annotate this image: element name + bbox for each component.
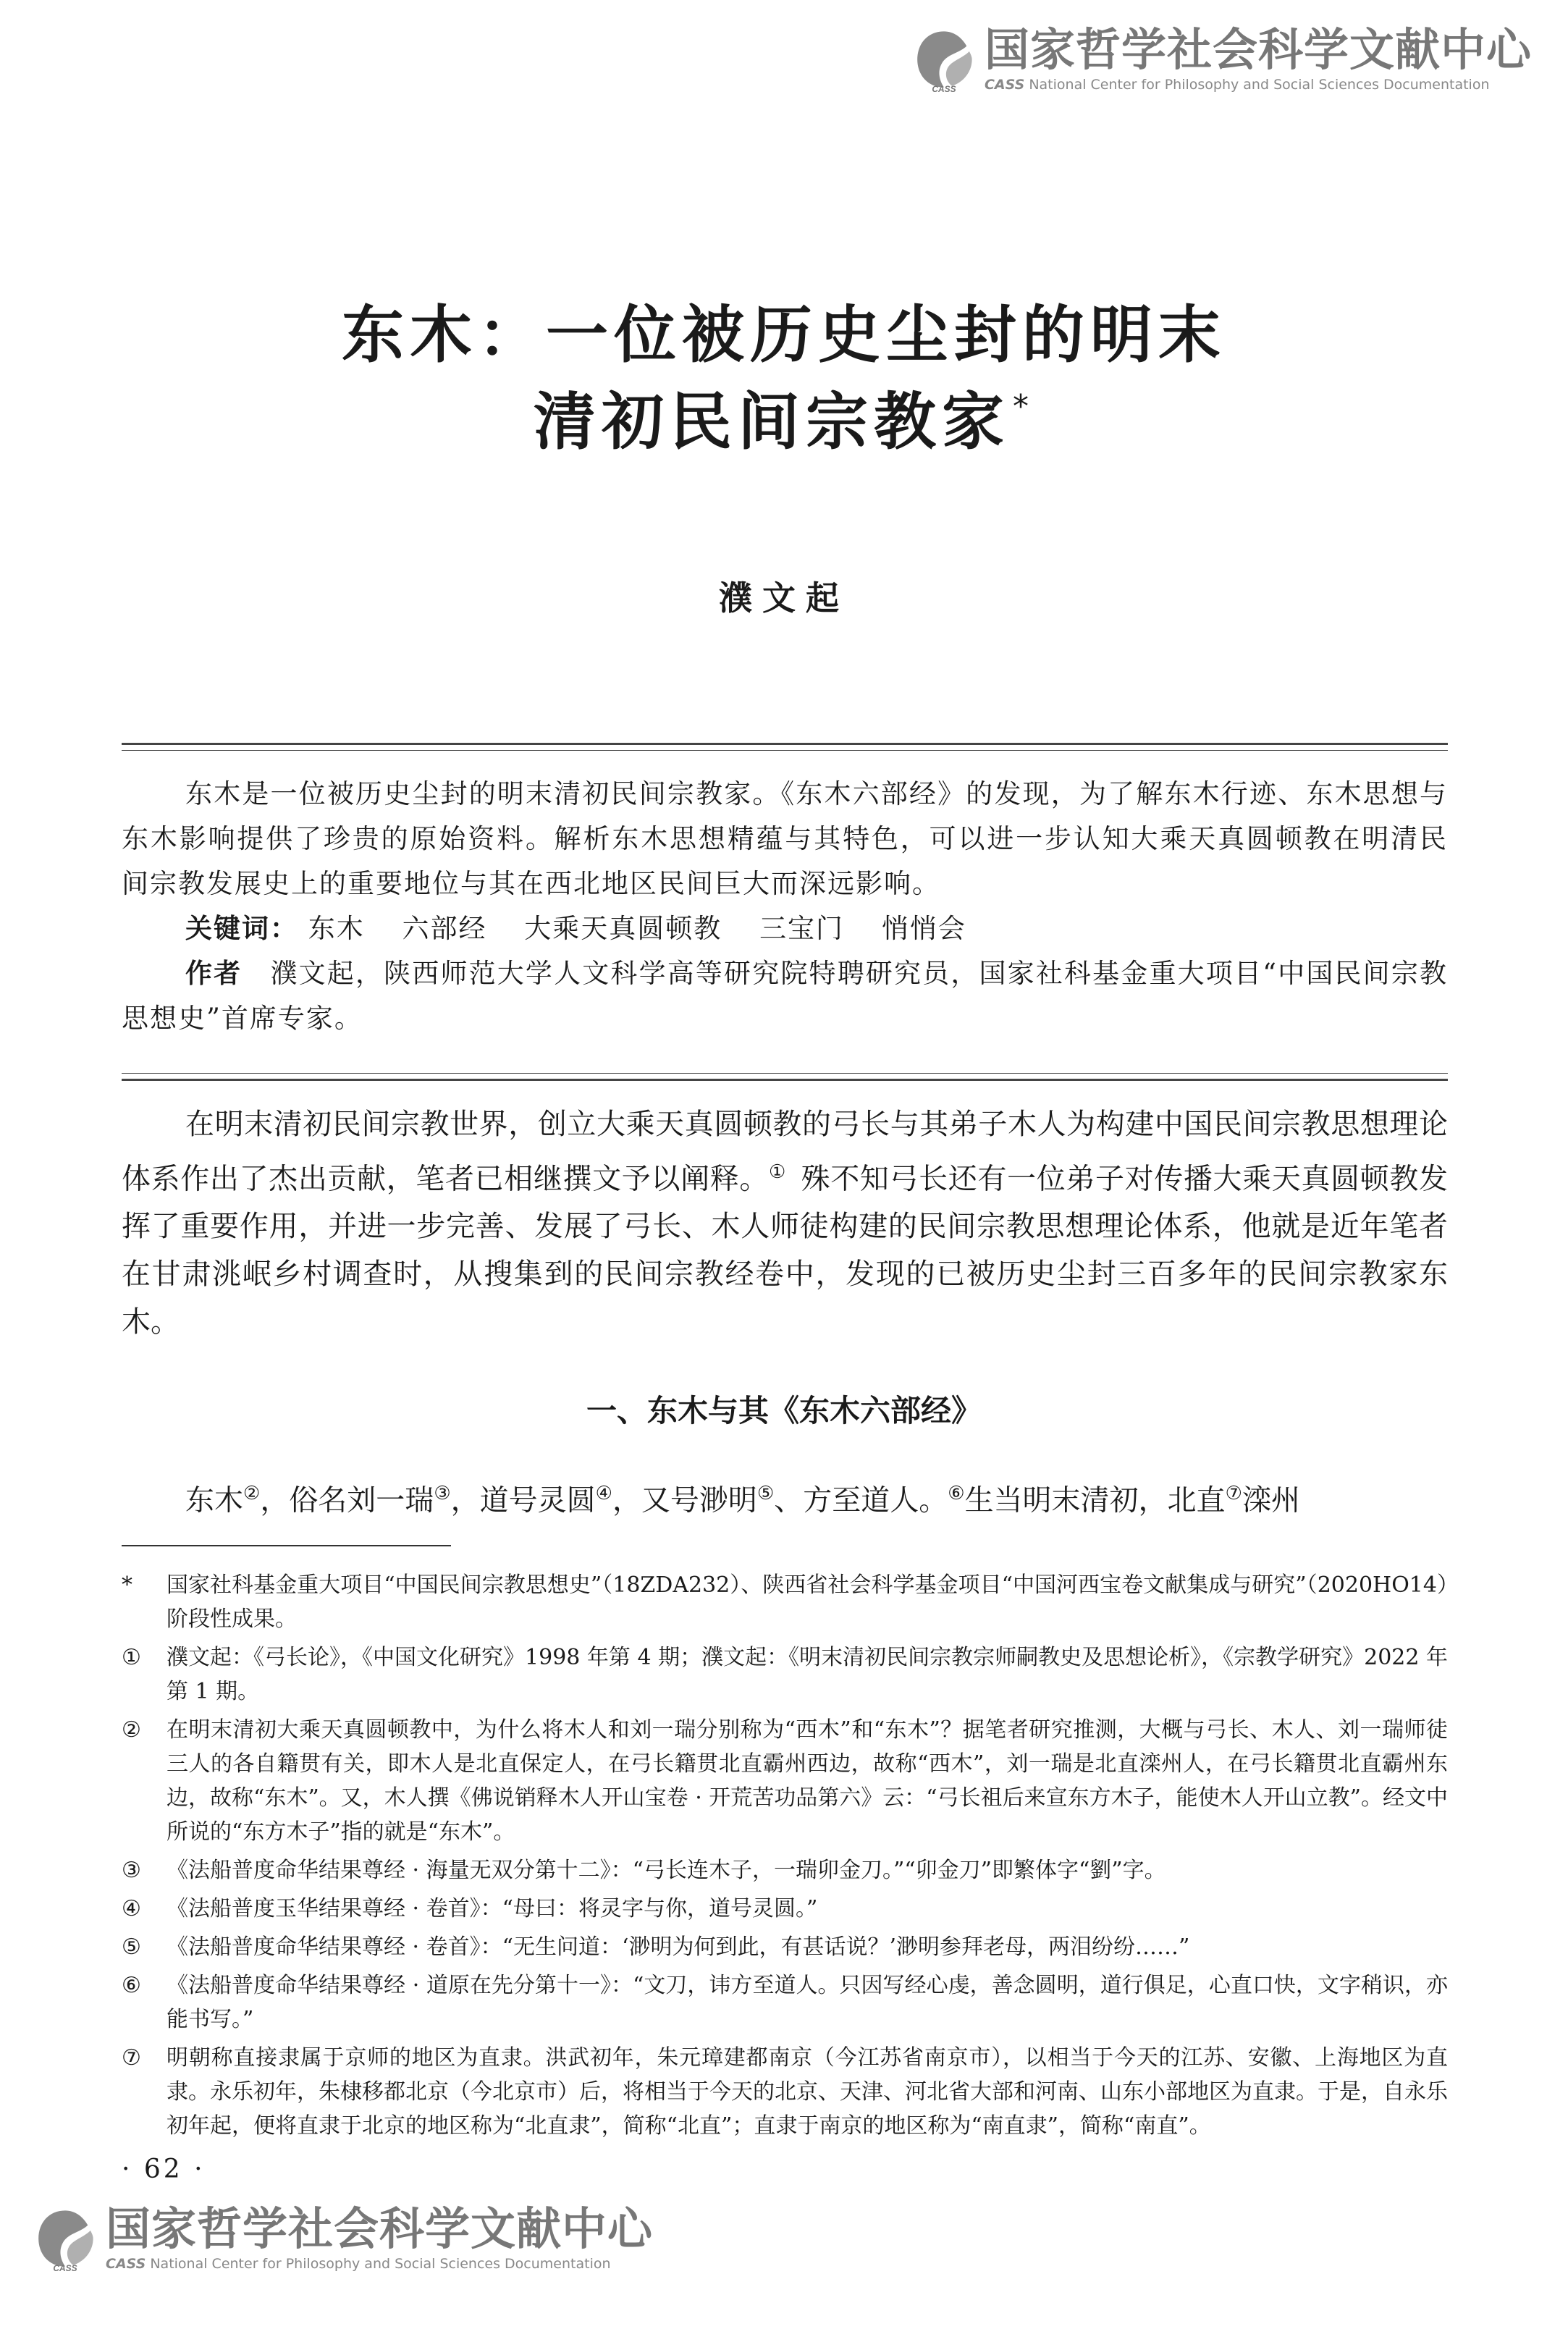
- body-paragraph: [122, 1470, 1448, 1524]
- keyword: 东木: [308, 913, 365, 944]
- footnote-ref: ①: [769, 1161, 786, 1183]
- article-title-line-1: 东木：一位被历史尘封的明末: [342, 299, 1226, 371]
- footnote: [122, 1930, 1448, 1964]
- body-text: ，俗名刘一瑞: [260, 1483, 434, 1517]
- title-footnote-mark: *: [1013, 388, 1034, 425]
- ncpssd-logo-icon: [32, 2205, 98, 2272]
- footnote-mark: ③: [122, 1858, 141, 1883]
- watermark-bottom: [32, 2202, 654, 2272]
- footnote-ref: ③: [434, 1483, 451, 1504]
- footnote-mark: ①: [122, 1645, 141, 1670]
- body-section-1: [122, 1470, 1448, 1524]
- footnote-ref: ②: [243, 1483, 261, 1504]
- footnote-ref: ⑦: [1225, 1483, 1242, 1504]
- body-text: 生当明末清初，北直: [964, 1483, 1226, 1517]
- body-text: 滦州: [1242, 1483, 1300, 1517]
- footnote-text: 《法船普度命华结果尊经 · 道原在先分第十一》：“文刀，讳方至道人。只因写经心虔，善念圆明，道行俱足，心直口快，文字稍识，亦能书写。”: [167, 1973, 1448, 2032]
- body-paragraph: 在明末清初民间宗教世界，创立大乘天真圆顿教的弓长与其弟子木人为构建中国民间宗教思想理论体系作出了杰出贡献，笔者已相继撰文予以阐释。① 殊不知弓长还有一位弟子对传播大乘天真圆顿教发挥了重要作用，并进一步完善、发展了弓长、木人师徒构建的民间宗教思想理论体系，他就是近年笔者在甘肃洮岷乡村调查时，从搜集到的民间宗教经卷中，发现的已被历史尘封三百多年的民间宗教家东木。: [122, 1108, 1449, 1339]
- author-label: 作者: [185, 958, 243, 989]
- abstract-text: 东木是一位被历史尘封的明末清初民间宗教家。《东木六部经》的发现，为了解东木行迹、东木思想与东木影响提供了珍贵的原始资料。解析东木思想精蕴与其特色，可以进一步认知大乘天真圆顿教在明清民间宗教发展史上的重要地位与其在西北地区民间巨大而深远影响。: [122, 778, 1448, 899]
- abstract-top-rule: [122, 743, 1448, 745]
- keyword: 大乘天真圆顿教: [524, 913, 722, 944]
- watermark-subtitle: CASS National Center for Philosophy and Social Sciences Documentation: [984, 76, 1490, 93]
- ncpssd-logo-icon: [911, 26, 977, 93]
- footnote: [122, 1713, 1448, 1849]
- keywords-label: 关键词：: [185, 913, 298, 944]
- footnote-mark: ②: [122, 1717, 141, 1743]
- footnote: [122, 1892, 1448, 1926]
- footnote: [122, 1853, 1448, 1887]
- body-intro: [122, 1100, 1448, 1346]
- footnote-mark: ⑦: [122, 2045, 141, 2071]
- watermark-title: 国家哲学社会科学文献中心: [106, 2202, 654, 2255]
- footnote-ref: ④: [595, 1483, 612, 1504]
- section-heading: 一、东木与其《东木六部经》: [586, 1393, 982, 1428]
- body-text: ，道号灵圆: [450, 1483, 596, 1517]
- footnote-ref: ⑥: [948, 1483, 965, 1504]
- footnote: [122, 1968, 1448, 2037]
- footnote-text: 《法船普度玉华结果尊经 · 卷首》：“母曰：将灵字与你，道号灵圆。”: [167, 1896, 818, 1921]
- keyword: 六部经: [402, 913, 487, 944]
- body-text: 东木: [185, 1483, 243, 1517]
- article-title-line-2: 清初民间宗教家*: [534, 386, 1034, 458]
- abstract-block: [122, 772, 1448, 1041]
- page-number: · 62 ·: [122, 2155, 206, 2184]
- svg-text:CASS: CASS: [53, 2263, 77, 2272]
- footnote-mark: ⑥: [122, 1973, 141, 1998]
- footnote-text: 明朝称直接隶属于京师的地区为直隶。洪武初年，朱元璋建都南京（今江苏省南京市），以相当于今天的江苏、安徽、上海地区为直隶。永乐初年，朱棣移都北京（今北京市）后，将相当于今天的北京、天津、河北省大部和河南、山东小部地区为直隶。于是，自永乐初年起，便将直隶于北京的地区称为“北直隶”，简称“北直”；直隶于南京的地区称为“南直隶”，简称“南直”。: [167, 2045, 1448, 2139]
- footnote: [122, 1568, 1448, 1636]
- watermark-top: [911, 22, 1532, 93]
- footnote: [122, 2041, 1448, 2143]
- svg-text:CASS: CASS: [932, 84, 956, 93]
- body-text: 、方至道人。: [774, 1483, 948, 1517]
- abstract-bottom-rule-thin: [122, 1073, 1448, 1074]
- footnote-text: 《法船普度命华结果尊经 · 海量无双分第十二》：“弓长连木子，一瑞卯金刀。”“卯金刀”即繁体字“劉”字。: [167, 1858, 1166, 1883]
- keyword: 三宝门: [759, 913, 845, 944]
- footnote-text: 国家社科基金重大项目“中国民间宗教思想史”（18ZDA232）、陕西省社会科学基金项目“中国河西宝卷文献集成与研究”（2020HO14）阶段性成果。: [167, 1572, 1448, 1632]
- author-name: 濮文起: [719, 578, 849, 618]
- footnote-rule: [122, 1545, 451, 1546]
- footnote: [122, 1641, 1448, 1709]
- keywords-line: [122, 906, 1448, 951]
- abstract-top-rule-thin: [122, 750, 1448, 751]
- keyword: 悄悄会: [881, 913, 966, 944]
- watermark-title: 国家哲学社会科学文献中心: [984, 22, 1532, 76]
- body-text: ，又号渺明: [612, 1483, 757, 1517]
- footnote-text: 《法船普度命华结果尊经 · 卷首》：“无生问道：‘渺明为何到此，有甚话说？’渺明参拜老母，两泪纷纷……”: [167, 1934, 1190, 1960]
- footnotes: [122, 1568, 1448, 2147]
- footnote-mark: *: [122, 1572, 132, 1598]
- footnote-mark: ④: [122, 1896, 141, 1921]
- footnote-text: 濮文起：《弓长论》，《中国文化研究》1998 年第 4 期；濮文起：《明末清初民间宗教宗师嗣教史及思想论析》，《宗教学研究》2022 年第 1 期。: [167, 1645, 1448, 1704]
- footnote-text: 在明末清初大乘天真圆顿教中，为什么将木人和刘一瑞分别称为“西木”和“东木”？据笔者研究推测，大概与弓长、木人、刘一瑞师徒三人的各自籍贯有关，即木人是北直保定人，在弓长籍贯北直霸州西边，故称“西木”，刘一瑞是北直滦州人，在弓长籍贯北直霸州东边，故称“东木”。又，木人撰《佛说销释木人开山宝卷 · 开荒苦功品第六》云：“弓长祖后来宣东方木子，能使木人开山立教”。经文中所说的“东方木子”指的就是“东木”。: [167, 1717, 1448, 1845]
- footnote-mark: ⑤: [122, 1934, 141, 1960]
- footnote-ref: ⑤: [756, 1483, 775, 1504]
- watermark-subtitle: CASS National Center for Philosophy and Social Sciences Documentation: [106, 2255, 611, 2272]
- abstract-bottom-rule: [122, 1079, 1448, 1081]
- author-info: 作者 濮文起，陕西师范大学人文科学高等研究院特聘研究员，国家社科基金重大项目“中国民间宗教思想史”首席专家。: [122, 958, 1448, 1034]
